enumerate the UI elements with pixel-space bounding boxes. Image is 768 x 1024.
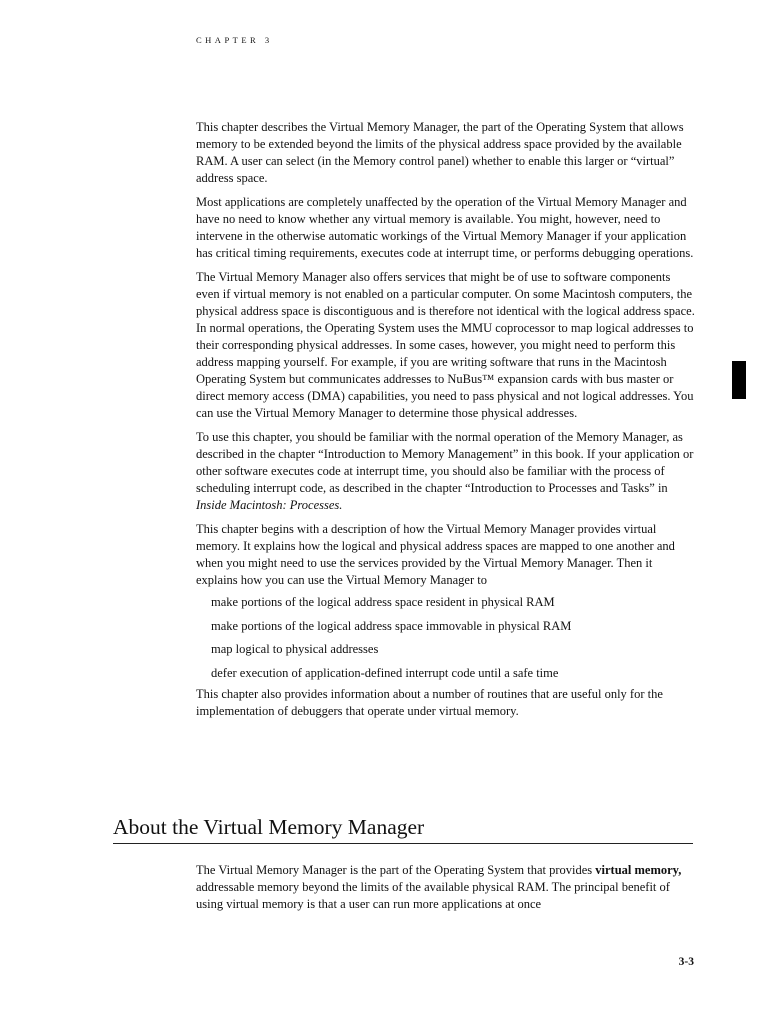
intro-paragraph-6: This chapter also provides information about a number of routines that are useful only for the implementation of debuggers that operate under virtual memory. [196, 686, 663, 718]
intro-paragraph-1: This chapter describes the Virtual Memory Manager, the part of the Operating System that allows memory to be extended beyond the limits of the physical address space provided by the available RAM. A user can select (in the Memory control panel) whether to enable this larger or “virtual” address space. [196, 120, 684, 185]
intro-paragraph-2: Most applications are completely unaffected by the operation of the Virtual Memory Manager and have no need to know whether any virtual memory is available. You might, however, need to intervene in the otherwise automatic workings of the Virtual Memory Manager if your application has critical timing requirements, executes code at interrupt time, or performs debugging operations. [196, 195, 694, 260]
section-paragraph-1-continuation: addressable memory beyond the limits of the available physical RAM. The principal benefit of using virtual memory is that a user can run more applications at once [196, 880, 670, 911]
capabilities-list [196, 594, 696, 682]
chapter-thumb-tab [732, 361, 746, 399]
list-item: make portions of the logical address space immovable in physical RAM [211, 618, 572, 633]
section-heading: About the Virtual Memory Manager [113, 813, 693, 844]
intro-paragraph-4-text: To use this chapter, you should be familiar with the normal operation of the Memory Manager, as described in the chapter “Introduction to Memory Management” in this book. If your application or other software executes code at interrupt time, you should also be familiar with the process of scheduling interrupt code, as described in the chapter “Introduction to Processes and Tasks” in [196, 430, 694, 495]
intro-paragraph-4 [196, 429, 696, 514]
list-item: defer execution of application-defined interrupt code until a safe time [211, 665, 559, 680]
section-paragraph-1 [196, 862, 696, 913]
book-title-reference: Inside Macintosh: Processes. [196, 498, 343, 512]
intro-paragraph-3: The Virtual Memory Manager also offers services that might be of use to software components even if virtual memory is not enabled on a particular computer. On some Macintosh computers, the physical address space is discontiguous and is therefore not identical with the logical address space. In normal operations, the Operating System uses the MMU coprocessor to map logical addresses to their corresponding physical addresses. In some cases, however, you might need to perform this address mapping yourself. For example, if you are writing software that runs in the Macintosh Operating System but communicates addresses to NuBus™ expansion cards with bus master or direct memory access (DMA) capabilities, you need to pass physical and not logical addresses. You can use the Virtual Memory Manager to determine those physical addresses. [196, 270, 695, 420]
page-number: 3-3 [678, 956, 694, 968]
section-body [196, 862, 696, 913]
chapter-label: CHAPTER 3 [196, 35, 273, 45]
intro-paragraph-5: This chapter begins with a description of how the Virtual Memory Manager provides virtual memory. It explains how the logical and physical address spaces are mapped to one another and when you might need to use the services provided by the Virtual Memory Manager. Then it explains how you can use the Virtual Memory Manager to [196, 522, 675, 587]
defined-term: virtual memory, [595, 863, 682, 877]
section-paragraph-1-text: The Virtual Memory Manager is the part of the Operating System that provides [196, 863, 596, 877]
list-item: map logical to physical addresses [211, 642, 379, 656]
list-item: make portions of the logical address space resident in physical RAM [211, 595, 555, 609]
intro-text [196, 119, 696, 727]
